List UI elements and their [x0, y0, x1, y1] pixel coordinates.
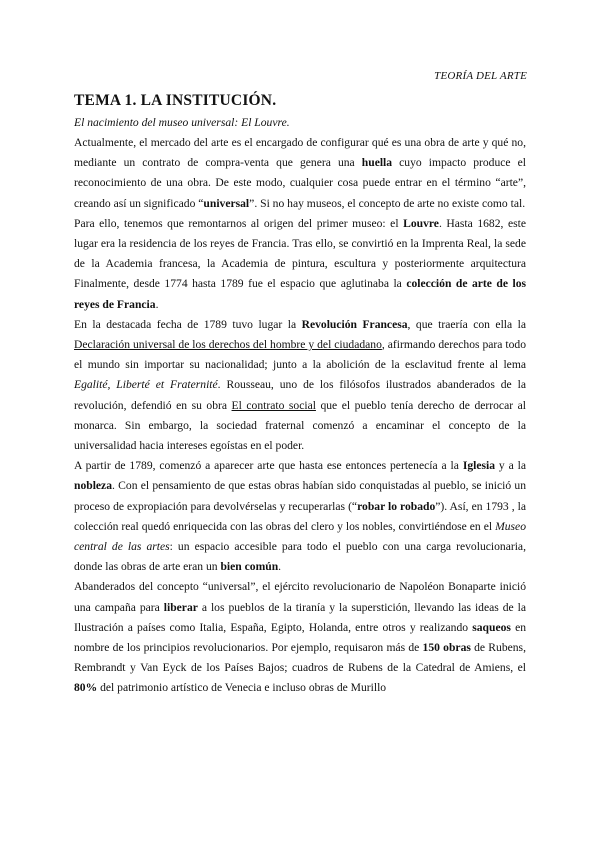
- text-run: cuyo impacto produce el reconocimiento de una obra. De este modo, cualquier cosa puede entrar en el término “arte”, creando así un significado “: [74, 156, 527, 210]
- bold-term: saqueos: [472, 620, 511, 634]
- text-run: : un espacio accesible para todo el pueblo con una carga revolucionaria, donde las obras de arte eran un: [74, 540, 526, 574]
- text-run: del patrimonio artístico de Venecia e incluso obras de Murillo: [97, 681, 387, 695]
- text-run: en nombre de los principios revolucionarios. Por ejemplo, requisaron más de: [74, 620, 527, 655]
- italic-term: Museo central de las artes: [74, 519, 526, 554]
- paragraph-1: [74, 133, 526, 214]
- paragraph-4: [74, 456, 526, 577]
- bold-term: 150 obras: [422, 641, 471, 655]
- text-run: . Hasta 1682, este lugar era la residencia de los reyes de Francia. Tras ello, se convirtió en la Imprenta Real, la sede de la Academia francesa, la Academia de pintura, escultura y posteriormente arquitectura Finalmente, desde 1774 hasta 1789 fue el espacio que aglutinaba la: [74, 216, 526, 291]
- underlined-reference: Declaración universal de los derechos del hombre y del ciudadano: [74, 338, 382, 352]
- text-run: Abanderados del concepto “universal”, el ejército revolucionario de Napoléon Bonaparte inició una campaña para: [74, 580, 526, 614]
- paragraph-3: [74, 315, 526, 456]
- text-run: .: [155, 297, 159, 311]
- section-subtitle: El nacimiento del museo universal: El Louvre.: [74, 116, 290, 129]
- paragraph-5: [74, 577, 526, 698]
- text-run: ”. Si no hay museos, el concepto de arte no existe como tal.: [249, 196, 526, 210]
- bold-term: huella: [361, 156, 393, 170]
- running-header: TEORÍA DEL ARTE: [434, 70, 527, 82]
- text-run: , que traería con ella la: [407, 317, 526, 331]
- italic-motto: Egalité, Liberté et Fraternité: [74, 378, 218, 392]
- bold-term: liberar: [163, 600, 198, 614]
- bold-term: robar lo robado: [357, 499, 436, 513]
- document-body: [74, 92, 526, 699]
- text-run: y a la: [495, 459, 526, 473]
- bold-term: Iglesia: [462, 459, 496, 473]
- bold-term: 80%: [74, 681, 98, 695]
- text-run: que el pueblo tenía derecho de derrocar al monarca. Sin embargo, la sociedad fraternal comenzó a encaminar el concepto de la universalidad hacia intereses egoístas en el poder.: [74, 398, 526, 453]
- text-run: a los pueblos de la tiranía y la superstición, llevando las ideas de la Ilustración a países como Italia, España, Egipto, Holanda, entre otros y realizando: [74, 600, 526, 634]
- text-run: Actualmente, el mercado del arte es el encargado de configurar qué es una obra de arte y qué no, mediante un contrato de compra-venta que genera una: [74, 136, 526, 170]
- text-run: , afirmando derechos para todo el mundo sin importar su nacionalidad; junto a la abolición de la esclavitud frente al lema: [74, 338, 526, 372]
- text-run: . Con el pensamiento de que estas obras habían sido conquistadas al pueblo, se inició un proceso de expropiación para devolvérselas y recuperarlas (“: [74, 479, 526, 513]
- text-run: A partir de 1789, comenzó a aparecer arte que hasta ese entonces pertenecía a la: [74, 459, 463, 473]
- bold-term: bien común: [220, 560, 279, 574]
- text-run: ”). Así, en 1793 , la colección real quedó enriquecida con las obras del clero y los nobles, convirtiéndose en el: [74, 499, 526, 533]
- bold-term: universal: [203, 196, 250, 210]
- document-title: TEMA 1. LA INSTITUCIÓN.: [74, 92, 277, 109]
- text-run: .: [278, 560, 282, 574]
- underlined-reference: El contrato social: [231, 398, 316, 412]
- bold-term: colección de arte de los reyes de Francia: [74, 277, 527, 311]
- text-run: En la destacada fecha de 1789 tuvo lugar la: [74, 317, 302, 331]
- bold-term: Louvre: [403, 216, 439, 230]
- bold-term: Revolución Francesa: [301, 317, 408, 331]
- text-run: de Rubens, Rembrandt y Van Eyck de los Países Bajos; cuadros de Rubens de la Catedral de Amiens, el: [74, 641, 526, 675]
- text-run: . Rousseau, uno de los filósofos ilustrados abanderados de la revolución, defendió en su obra: [74, 378, 526, 412]
- bold-term: nobleza: [74, 479, 113, 493]
- text-run: Para ello, tenemos que remontarnos al origen del primer museo: el: [74, 216, 404, 230]
- paragraph-2: [74, 214, 526, 315]
